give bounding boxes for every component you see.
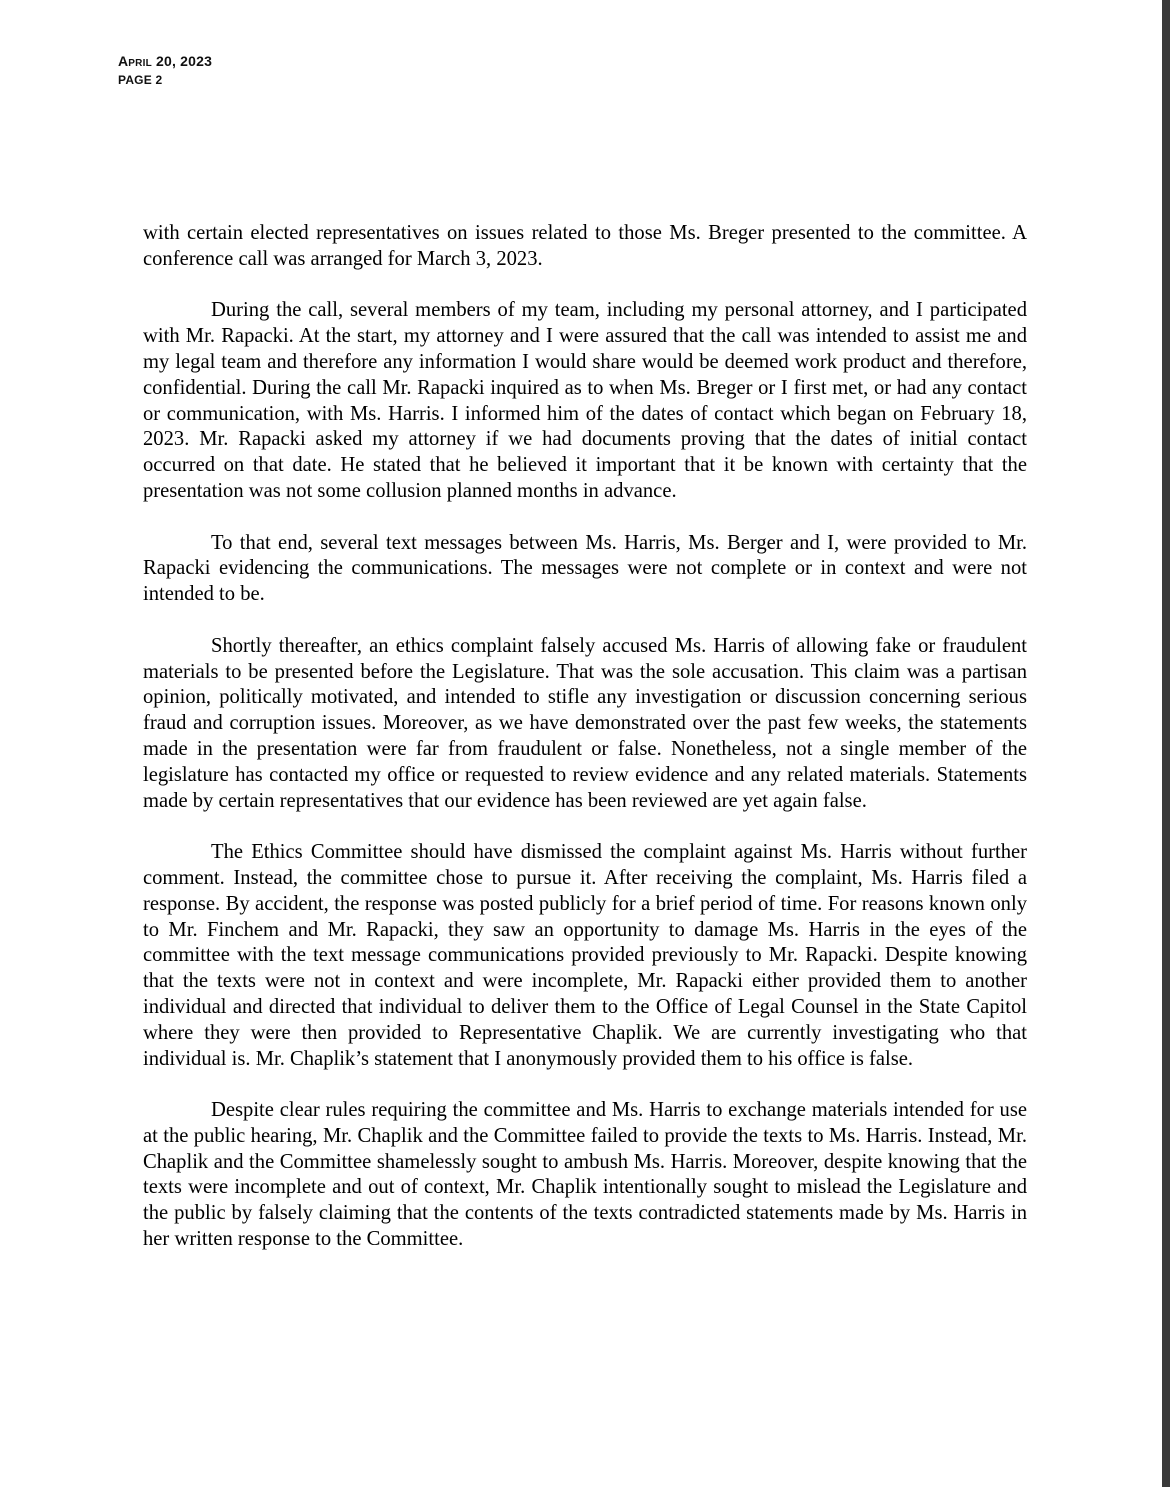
paragraph-continued: with certain elected representatives on issues related to those Ms. Breger presented to the committee. A conference call was arranged for March 3, 2023.: [143, 222, 1027, 270]
header-page-number: PAGE 2: [118, 73, 163, 87]
paragraph-public-hearing: Despite clear rules requiring the committee and Ms. Harris to exchange materials intended for use at the public hearing, Mr. Chaplik and the Committee failed to provide the texts to Ms. Harris. Instead, Mr. Chaplik and the Committee shamelessly sought to ambush Ms. Harris. Moreover, despite knowing that the texts were incomplete and out of context, Mr. Chaplik intentionally sought to mislead the Legislature and the public by falsely claiming that the contents of the texts contradicted statements made by Ms. Harris in her written response to the Committee.: [143, 1099, 1027, 1251]
paragraph-text-messages: To that end, several text messages between Ms. Harris, Ms. Berger and I, were provided to Mr. Rapacki evidencing the communications. The messages were not complete or in context and were not intended to be.: [143, 531, 1027, 606]
letter-body: [143, 221, 1027, 1253]
header-date: April 20, 2023: [118, 53, 213, 69]
paragraph-ethics-complaint: Shortly thereafter, an ethics complaint falsely accused Ms. Harris of allowing fake or fraudulent materials to be presented before the Legislature. That was the sole accusation. This claim was a partisan opinion, politically motivated, and intended to stifle any investigation or discussion concerning serious fraud and corruption issues. Moreover, as we have demonstrated over the past few weeks, the statements made in the presentation were far from fraudulent or false. Nonetheless, not a single member of the legislature has contacted my office or requested to review evidence and any related materials. Statements made by certain representatives that our evidence has been reviewed are yet again false.: [143, 634, 1027, 812]
page-edge-shadow: [1162, 0, 1170, 1487]
letter-header: [118, 52, 212, 90]
paragraph-conference-call: During the call, several members of my team, including my personal attorney, and I participated with Mr. Rapacki. At the start, my attorney and I were assured that the call was intended to assist me and my legal team and therefore any information I would share would be deemed work product and therefore, confidential. During the call Mr. Rapacki inquired as to when Ms. Breger or I first met, or had any contact or communication, with Ms. Harris. I informed him of the dates of contact which began on February 18, 2023. Mr. Rapacki asked my attorney if we had documents proving that the dates of initial contact occurred on that date. He stated that he believed it important that it be known with certainty that the presentation was not some collusion planned months in advance.: [143, 299, 1027, 502]
paragraph-ethics-committee: The Ethics Committee should have dismissed the complaint against Ms. Harris without further comment. Instead, the committee chose to pursue it. After receiving the complaint, Ms. Harris filed a response. By accident, the response was posted publicly for a brief period of time. For reasons known only to Mr. Finchem and Mr. Rapacki, they saw an opportunity to damage Ms. Harris in the eyes of the committee with the text message communications provided previously to Mr. Rapacki. Despite knowing that the texts were not in context and were incomplete, Mr. Rapacki either provided them to another individual and directed that individual to deliver them to the Office of Legal Counsel in the State Capitol where they were then provided to Representative Chaplik. We are currently investigating who that individual is. Mr. Chaplik’s statement that I anonymously provided them to his office is false.: [143, 841, 1027, 1070]
